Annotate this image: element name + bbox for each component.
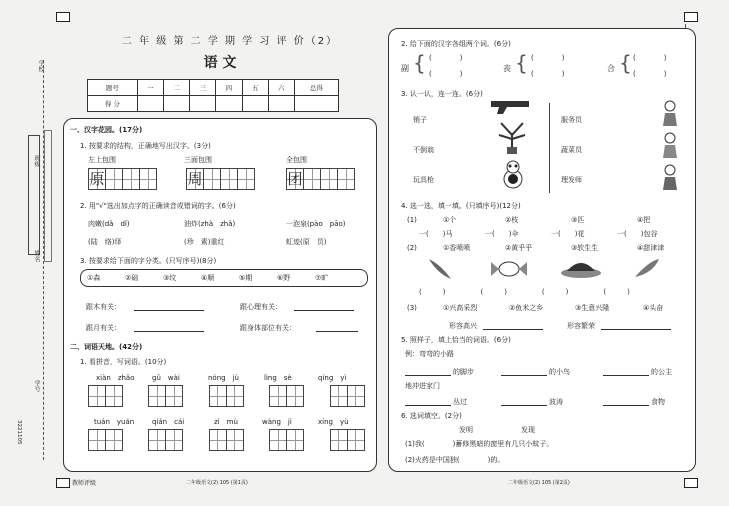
answer-line[interactable] [483, 329, 543, 330]
subject-title: 语 文 [203, 55, 237, 71]
margin-id: 3221105 [16, 420, 22, 445]
q4-row3b-label: 形容繁荣 [567, 322, 595, 330]
answer-line[interactable] [603, 375, 649, 376]
q4-opt: ②鱼米之乡 [509, 304, 544, 312]
toy-gun-icon [489, 97, 533, 115]
word-cell[interactable] [209, 429, 227, 451]
pinyin: zì mù [214, 418, 238, 426]
q4-num: (2) [407, 244, 417, 252]
binding-margin [14, 60, 44, 460]
score-header: 一 [137, 80, 163, 96]
score-cell[interactable] [190, 96, 216, 112]
section2-title: 二、词语天地。(42分) [70, 343, 143, 351]
exam-title: 二 年 级 第 二 学 期 学 习 评 价（2） [121, 36, 339, 47]
word-cell[interactable] [226, 429, 244, 451]
pinyin: qíng yì [318, 374, 347, 382]
category-label: 跟月有关： [86, 324, 121, 332]
char-option: ③坟 [163, 274, 177, 282]
answer-line[interactable] [601, 329, 671, 330]
char-option: ①森 [87, 274, 101, 282]
category-answer-line[interactable] [134, 331, 204, 332]
pepper-icon [629, 255, 663, 281]
word-grid-row-2[interactable] [88, 429, 364, 451]
category-label: 跟心理有关： [240, 303, 282, 311]
match-right: 服务员 [561, 116, 582, 124]
s1-q2: 2. 用"√"选出加点字的正确读音或错词的字。(6分) [80, 202, 236, 210]
q5-item: 地冲进家门 [405, 382, 440, 390]
vendor-icon [659, 131, 681, 159]
category-answer-line[interactable] [316, 331, 358, 332]
q4-blank[interactable]: 一( )马 [419, 230, 453, 238]
q4-row2 [407, 243, 677, 253]
left-panel [63, 118, 377, 472]
margin-label-number: 学号 [33, 380, 40, 392]
q4-blank[interactable]: 一( )花 [551, 230, 585, 238]
q4-blank[interactable]: 一( )包谷 [617, 230, 658, 238]
word-blank[interactable]: ( ) [531, 70, 565, 78]
char-options-box [80, 269, 368, 287]
match-left: 玩具枪 [413, 176, 434, 184]
r-q6: 6. 选词填空。(2分) [401, 412, 462, 420]
r-q5: 5. 照样子，填上恰当的词语。(6分) [401, 336, 511, 344]
q5-item: 的公主 [651, 368, 672, 376]
q2-item: 肉嫩(dǎ dǐ) [88, 220, 130, 228]
word-blank[interactable]: ( ) [429, 54, 463, 62]
plant-icon [497, 121, 527, 155]
word-blank[interactable]: ( ) [633, 70, 667, 78]
chili-icon [425, 255, 455, 281]
margin-box [28, 135, 40, 255]
pinyin: xíng yù [318, 418, 349, 426]
q2-char: 丧 [503, 64, 511, 73]
footer-marker [56, 478, 70, 488]
word-cell[interactable] [347, 429, 365, 451]
char-cell[interactable] [320, 168, 338, 190]
right-panel [388, 28, 696, 472]
char-cell[interactable] [122, 168, 140, 190]
category-label: 跟身体部位有关： [240, 324, 296, 332]
q4-row1 [407, 215, 677, 225]
score-header: 六 [268, 80, 294, 96]
answer-line[interactable] [501, 405, 547, 406]
q4-row2-blanks[interactable]: ( ) ( ) ( ) ( ) [419, 288, 630, 296]
candy-icon [489, 259, 529, 279]
q5-item: 的脚步 [453, 368, 474, 376]
score-cell[interactable] [137, 96, 163, 112]
char-option: ②础 [125, 274, 139, 282]
divider [549, 103, 550, 193]
char-option: ⑤期 [239, 274, 253, 282]
q4-opt: ④头奋 [643, 304, 664, 312]
word-grid-row-1[interactable] [88, 385, 364, 407]
brace-icon: { [515, 51, 528, 75]
score-cell[interactable] [294, 96, 338, 112]
brace-icon: { [413, 51, 426, 75]
pinyin: xiàn zhǎo [96, 374, 135, 382]
q2-char: 副 [401, 64, 409, 73]
q1-label-3: 全包围 [286, 156, 307, 164]
q5-item: 的小鸟 [549, 368, 570, 376]
pinyin: tuán yuán [94, 418, 135, 426]
char-grid-1[interactable] [88, 168, 156, 190]
q4-blank[interactable]: 一( )伞 [485, 230, 519, 238]
match-left: 销子 [413, 116, 427, 124]
word-cell[interactable] [330, 429, 348, 451]
q4-num: (1) [407, 216, 417, 224]
q4-opt: ③生意兴隆 [575, 304, 610, 312]
word-cell[interactable] [226, 385, 244, 407]
word-cell[interactable] [209, 385, 227, 407]
barber-icon [659, 163, 681, 191]
char-grid-3[interactable] [286, 168, 354, 190]
word-cell[interactable] [88, 429, 106, 451]
corner-marker [56, 12, 70, 22]
score-header: 总得 [294, 80, 338, 96]
category-label: 跟木有关： [86, 303, 121, 311]
q2-item: 一泡泉(pào pāo) [286, 220, 346, 228]
q4-opt: ①兴高采烈 [443, 304, 478, 312]
q6-line: (1)我( )蓄修黑暗的窗里有几只小蚊子。 [405, 440, 554, 448]
word-cell[interactable] [286, 385, 304, 407]
section1-title: 一、汉字花园。(17分) [70, 126, 143, 134]
page-number-2: 二年级语文(2) 105 (第2页) [508, 480, 570, 486]
q4-opt: ②黄乎乎 [505, 244, 533, 252]
q4-row1b[interactable] [419, 229, 687, 239]
brace-icon: { [619, 51, 632, 75]
word-cell[interactable] [148, 385, 166, 407]
r-q3: 3. 认一认，连一连。(6分) [401, 90, 483, 98]
char-cell[interactable] [203, 168, 221, 190]
score-header: 题号 [88, 80, 138, 96]
q1-label-2: 三面包围 [184, 156, 212, 164]
q5-example: 例：弯弯的小路 [405, 350, 454, 358]
q4-row3b-label: 形容高兴 [449, 322, 477, 330]
margin-label-name: 姓名 [33, 250, 40, 262]
word-cell[interactable] [105, 385, 123, 407]
match-left: 不倒翁 [413, 146, 434, 154]
q2-item: 油炸(zhà zhǎ) [184, 220, 236, 228]
margin-label-class: 班级 [33, 155, 40, 167]
char-option: ⑥野 [277, 274, 291, 282]
q4-opt: ①个 [443, 216, 457, 224]
char-option: ④顺 [201, 274, 215, 282]
q2-item: (陆 络)绎 [88, 238, 122, 246]
q6-opt: 发明 [459, 426, 473, 434]
r-q4: 4. 选一选，填一填。(只填序号)(12分) [401, 202, 521, 210]
pinyin: wàng jì [262, 418, 292, 426]
q5-item: 丛过 [453, 398, 467, 406]
word-cell[interactable] [269, 429, 287, 451]
word-cell[interactable] [148, 429, 166, 451]
char-cell[interactable] [220, 168, 238, 190]
word-cell[interactable] [88, 385, 106, 407]
q2-item: 虹迹(原 员) [286, 238, 327, 246]
char-cell[interactable] [303, 168, 321, 190]
q5-item: 食物 [651, 398, 665, 406]
pinyin: nóng jù [208, 374, 239, 382]
q2-item: (珍 素)重红 [184, 238, 225, 246]
score-cell[interactable] [242, 96, 268, 112]
r-q2: 2. 给下面的汉字各组两个词。(6分) [401, 40, 511, 48]
answer-line[interactable] [501, 375, 547, 376]
s1-q1: 1. 按要求的结构，正确地写出汉字。(3分) [80, 142, 211, 150]
pinyin: gǔ wài [152, 374, 180, 382]
q4-opt: ④把 [637, 216, 651, 224]
panda-tumbler-icon [501, 159, 525, 189]
margin-strip [44, 130, 52, 262]
score-row-label: 得 分 [88, 96, 138, 112]
char-cell: 团 [287, 170, 303, 188]
s1-q3: 3. 按要求给下面的字分类。(只写序号)(8分) [80, 257, 217, 265]
word-blank[interactable]: ( ) [531, 54, 565, 62]
q4-opt: ③匹 [571, 216, 585, 224]
match-right: 蔬菜员 [561, 146, 582, 154]
waiter-icon [659, 99, 681, 127]
corner-marker [684, 12, 698, 22]
q6-opt: 发现 [521, 426, 535, 434]
page-number-1: 二年级语文(2) 105 (第1页) [186, 480, 248, 486]
answer-line[interactable] [603, 405, 649, 406]
word-blank[interactable]: ( ) [429, 70, 463, 78]
word-cell[interactable] [165, 429, 183, 451]
answer-line[interactable] [405, 375, 451, 376]
food-plate-icon [559, 255, 603, 279]
score-header: 二 [163, 80, 189, 96]
pinyin: qián cái [152, 418, 185, 426]
teacher-label: 教师评级 [72, 480, 97, 487]
word-blank[interactable]: ( ) [633, 54, 667, 62]
footer-marker [684, 478, 698, 488]
score-header: 四 [216, 80, 242, 96]
margin-label-school: 学校 [37, 60, 44, 72]
pinyin: lìng sè [264, 374, 292, 382]
word-cell[interactable] [347, 385, 365, 407]
char-grid-2[interactable] [186, 168, 254, 190]
match-right: 理发师 [561, 176, 582, 184]
word-cell[interactable] [105, 429, 123, 451]
char-cell[interactable] [237, 168, 255, 190]
char-cell[interactable] [337, 168, 355, 190]
score-cell[interactable] [268, 96, 294, 112]
char-option: ⑦旷 [315, 274, 329, 282]
word-cell[interactable] [269, 385, 287, 407]
char-cell: 周 [187, 170, 203, 188]
char-cell[interactable] [139, 168, 157, 190]
answer-line[interactable] [405, 405, 451, 406]
category-answer-line[interactable] [294, 310, 354, 311]
q4-opt: ①香喷喷 [443, 244, 471, 252]
word-cell[interactable] [165, 385, 183, 407]
q4-row3 [407, 303, 679, 313]
score-table [87, 79, 339, 112]
score-header: 三 [190, 80, 216, 96]
s2-q1: 1. 看拼音，写词语。(10分) [80, 358, 167, 366]
score-cell[interactable] [163, 96, 189, 112]
char-cell: 原 [89, 170, 105, 188]
score-cell[interactable] [216, 96, 242, 112]
q5-item: 波涛 [549, 398, 563, 406]
q1-label-1: 左上包围 [88, 156, 116, 164]
char-cell[interactable] [105, 168, 123, 190]
q2-char: 合 [607, 64, 615, 73]
q6-line: (2)火药是中国独( )的。 [405, 456, 505, 464]
q4-opt: ③软生生 [571, 244, 599, 252]
q4-num: (3) [407, 304, 417, 312]
word-cell[interactable] [286, 429, 304, 451]
q4-opt: ④甜津津 [637, 244, 665, 252]
score-header: 五 [242, 80, 268, 96]
word-cell[interactable] [330, 385, 348, 407]
category-answer-line[interactable] [134, 310, 204, 311]
q4-opt: ②枝 [505, 216, 519, 224]
